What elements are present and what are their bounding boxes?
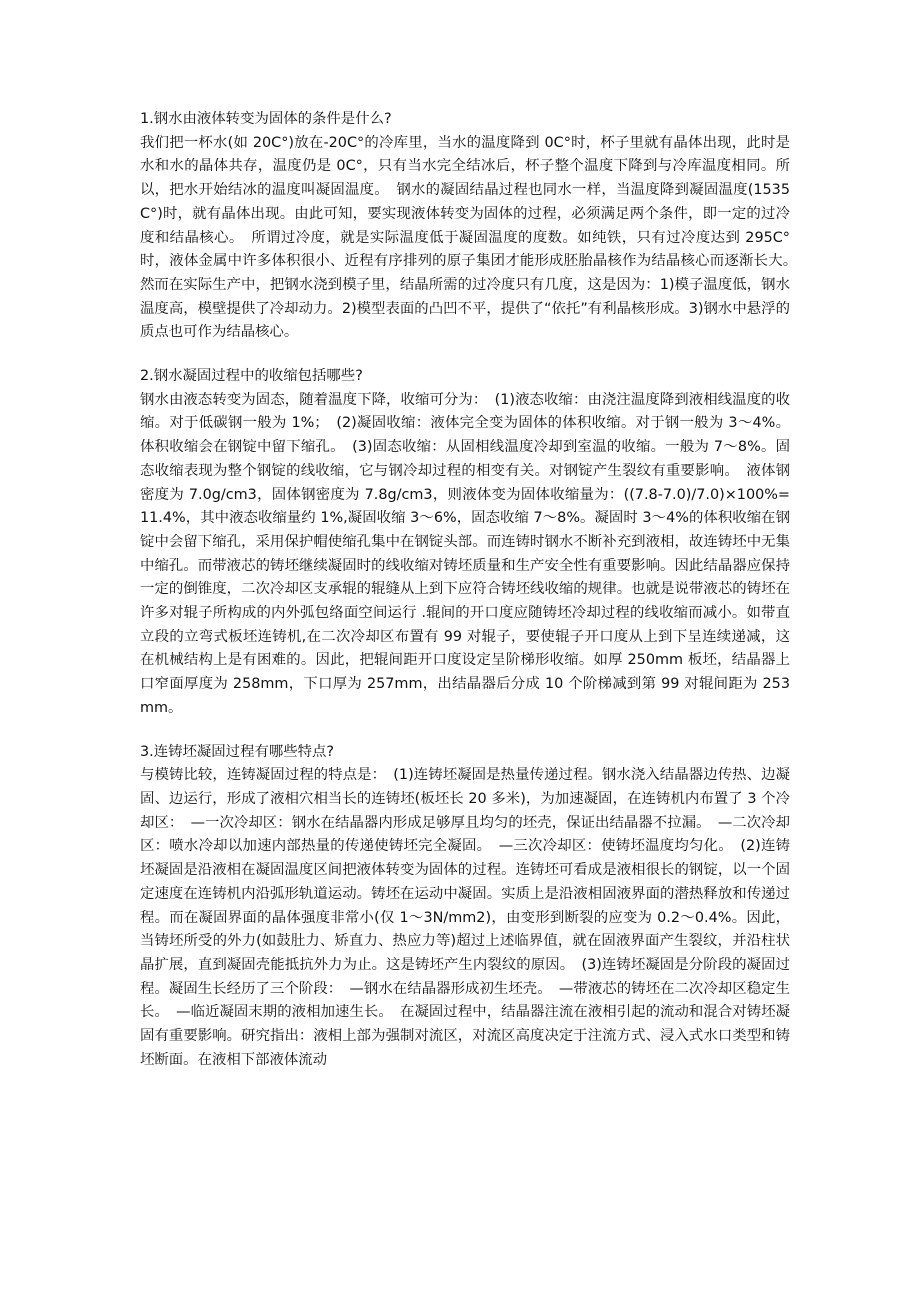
section-paragraph: 钢水由液态转变为固态，随着温度下降，收缩可分为： (1)液态收缩：由浇注温度降到液相线温度的收缩。对于低碳钢一般为 1%； (2)凝固收缩：液体完全变为固体的体积收缩。对于钢一般为 3～4%。体积收缩会在钢锭中留下缩孔。 (3)固态收缩：从固相线温度冷却到室温的收缩。一般为 7～8%。固态收缩表现为整个钢锭的线收缩，它与钢冷却过程的相变有关。对钢锭产生裂纹有重要影响。 液体钢密度为 7.0g/cm3，固体钢密度为 7.8g/cm3，则液体变为固体收缩量为：((7.8-7.0)/7.0)×100%=11.4%，其中液态收缩量约 1%,凝固收缩 3～6%，固态收缩 7～8%。凝固时 3～4%的体积收缩在钢锭中会留下缩孔，采用保护帽使缩孔集中在钢锭头部。而连铸时钢水不断补充到液相，故连铸坯中无集中缩孔。而带液芯的铸坯继续凝固时的线收缩对铸坯质量和生产安全性有重要影响。因此结晶器应保持一定的倒锥度，二次冷却区支承辊的辊缝从上到下应符合铸坯线收缩的规律。也就是说带液芯的铸坯在许多对辊子所构成的内外弧包络面空间运行 .辊间的开口度应随铸坯冷却过程的线收缩而减小。如带直立段的立弯式板坯连铸机,在二次冷却区布置有 99 对辊子，要使辊子开口度从上到下呈连续递减，这在机械结构上是有困难的。因此，把辊间距开口度设定呈阶梯形收缩。如厚 250mm 板坯，结晶器上口窄面厚度为 258mm，下口厚为 257mm，出结晶器后分成 10 个阶梯减到第 99 对辊间距为 253mm。 [140, 391, 790, 716]
document-body [140, 108, 805, 1092]
section-heading: 1.钢水由液体转变为固体的条件是什么? [140, 111, 392, 127]
section-heading: 2.钢水凝固过程中的收缩包括哪些? [140, 368, 363, 385]
section-heading: 3.连铸坯凝固过程有哪些特点? [140, 743, 335, 760]
section-1 [140, 108, 805, 345]
section-paragraph: 与模铸比较，连铸凝固过程的特点是： (1)连铸坯凝固是热量传递过程。钢水浇入结晶器边传热、边凝固、边运行，形成了液相穴相当长的连铸坯(板坯长 20 多米)，为加速凝固，在连铸机内布置了 3 个冷却区： —一次冷却区：钢水在结晶器内形成足够厚且均匀的坯壳，保证出结晶器不拉漏。 —二次冷却区：喷水冷却以加速内部热量的传递使铸坯完全凝固。 —三次冷却区：使铸坯温度均匀化。 (2)连铸坯凝固是沿液相在凝固温度区间把液体转变为固体的过程。连铸坯可看成是液相很长的钢锭，以一个固定速度在连铸机内沿弧形轨道运动。铸坯在运动中凝固。实质上是沿液相固液界面的潜热释放和传递过程。而在凝固界面的晶体强度非常小(仅 1～3N/mm2)，由变形到断裂的应变为 0.2～0.4%。因此，当铸坯所受的外力(如鼓肚力、矫直力、热应力等)超过上述临界值，就在固液界面产生裂纹，并沿柱状晶扩展，直到凝固壳能抵抗外力为止。这是铸坯产生内裂纹的原因。 (3)连铸坯凝固是分阶段的凝固过程。凝固生长经历了三个阶段： —钢水在结晶器形成初生坯壳。 —带液芯的铸坯在二次冷却区稳定生长。 —临近凝固末期的液相加速生长。 在凝固过程中，结晶器注流在液相引起的流动和混合对铸坯凝固有重要影响。研究指出：液相上部为强制对流区，对流区高度决定于注流方式、浸入式水口类型和铸坯断面。在液相下部液体流动 [140, 767, 790, 1068]
section-2 [140, 365, 790, 721]
section-3 [140, 741, 790, 1073]
section-paragraph: 我们把一杯水(如 20C°)放在-20C°的冷库里，当水的温度降到 0C°时，杯子里就有晶体出现，此时是水和水的晶体共存，温度仍是 0C°，只有当水完全结冰后，杯子整个温度下降到与冷库温度相同。所以，把水开始结冰的温度叫凝固温度。 钢水的凝固结晶过程也同水一样，当温度降到凝固温度(1535C°)时，就有晶体出现。由此可知，要实现液体转变为固体的过程，必须满足两个条件，即一定的过冷度和结晶核心。 所谓过冷度，就是实际温度低于凝固温度的度数。如纯铁，只有过冷度达到 295C°时，液体金属中许多体积很小、近程有序排列的原子集团才能形成胚胎晶核作为结晶核心而逐渐长大。 然而在实际生产中，把钢水浇到模子里，结晶所需的过冷度只有几度，这是因为：1)模子温度低，钢水温度高，模壁提供了冷却动力。2)模型表面的凸凹不平，提供了“依托”有利晶核形成。3)钢水中悬浮的质点也可作为结晶核心。 [140, 134, 805, 341]
